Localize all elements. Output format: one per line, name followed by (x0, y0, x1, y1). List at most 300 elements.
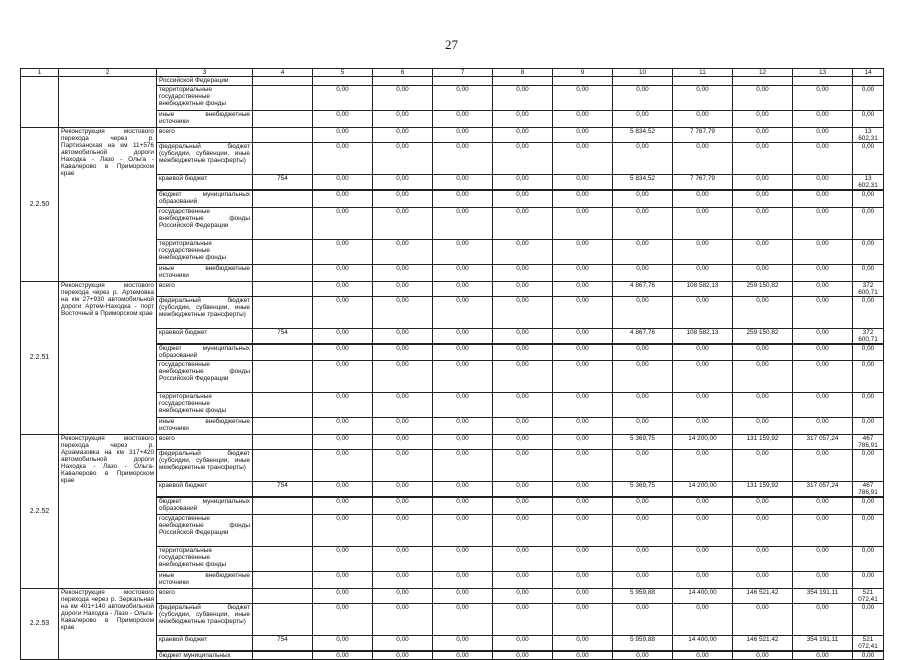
value-cell: 7 767,79 (673, 128, 733, 143)
code-cell (253, 143, 313, 175)
source-cell: всего (157, 281, 253, 296)
value-cell: 0,00 (793, 450, 853, 482)
value-cell: 0,00 (673, 361, 733, 393)
value-cell: 131 159,92 (733, 435, 793, 450)
value-cell: 4 867,76 (613, 328, 673, 344)
value-cell: 0,00 (733, 86, 793, 111)
value-cell: 0,00 (853, 418, 884, 435)
header-cell-5: 5 (313, 69, 373, 77)
value-cell: 0,00 (433, 207, 493, 239)
source-cell: всего (157, 588, 253, 603)
value-cell (433, 77, 493, 86)
value-cell: 0,00 (433, 588, 493, 603)
value-cell: 0,00 (373, 514, 433, 546)
header-cell-4: 4 (253, 69, 313, 77)
value-cell: 0,00 (373, 546, 433, 571)
value-cell: 0,00 (793, 393, 853, 418)
value-cell: 0,00 (733, 128, 793, 143)
value-cell: 14 400,00 (673, 588, 733, 603)
value-cell: 0,00 (733, 190, 793, 207)
value-cell: 0,00 (373, 264, 433, 281)
code-cell (253, 296, 313, 328)
value-cell: 0,00 (373, 296, 433, 328)
value-cell: 0,00 (793, 111, 853, 128)
value-cell: 0,00 (853, 111, 884, 128)
value-cell: 0,00 (373, 651, 433, 660)
source-cell: Российской Федерации (157, 77, 253, 86)
value-cell: 0,00 (793, 128, 853, 143)
value-cell: 0,00 (553, 514, 613, 546)
value-cell: 14 200,00 (673, 435, 733, 450)
value-cell: 0,00 (433, 393, 493, 418)
value-cell: 0,00 (493, 546, 553, 571)
value-cell: 0,00 (613, 86, 673, 111)
value-cell: 5 369,75 (613, 435, 673, 450)
value-cell: 0,00 (853, 393, 884, 418)
value-cell: 0,00 (493, 497, 553, 514)
value-cell: 0,00 (793, 207, 853, 239)
value-cell (373, 77, 433, 86)
value-cell: 0,00 (673, 264, 733, 281)
source-cell: бюджет муниципальных образований (157, 344, 253, 361)
value-cell: 0,00 (733, 418, 793, 435)
value-cell: 0,00 (493, 86, 553, 111)
value-cell: 0,00 (793, 546, 853, 571)
value-cell: 354 191,11 (793, 635, 853, 651)
value-cell: 0,00 (673, 207, 733, 239)
value-cell: 0,00 (553, 546, 613, 571)
value-cell: 0,00 (733, 175, 793, 191)
value-cell: 0,00 (373, 207, 433, 239)
value-cell: 0,00 (373, 239, 433, 264)
source-cell: федеральный бюджет (субсидии, субвенции, иные межбюджетные трансферты) (157, 603, 253, 635)
value-cell: 0,00 (733, 239, 793, 264)
value-cell: 0,00 (493, 296, 553, 328)
code-cell (253, 86, 313, 111)
code-cell (253, 603, 313, 635)
source-cell: государственные внебюджетные фонды Российской Федерации (157, 207, 253, 239)
value-cell (853, 77, 884, 86)
value-cell: 0,00 (373, 328, 433, 344)
value-cell: 0,00 (433, 571, 493, 588)
header-cell-1: 1 (21, 69, 59, 77)
source-cell: краевой бюджет (157, 328, 253, 344)
value-cell: 146 521,42 (733, 588, 793, 603)
value-cell: 0,00 (613, 239, 673, 264)
value-cell: 0,00 (493, 207, 553, 239)
value-cell: 0,00 (493, 328, 553, 344)
value-cell: 0,00 (493, 450, 553, 482)
value-cell: 0,00 (553, 435, 613, 450)
value-cell: 0,00 (853, 514, 884, 546)
source-cell: краевой бюджет (157, 175, 253, 191)
value-cell: 0,00 (373, 361, 433, 393)
value-cell: 0,00 (313, 450, 373, 482)
value-cell: 0,00 (733, 651, 793, 660)
project-id-cell: 2.2.50 (21, 128, 59, 282)
value-cell: 0,00 (493, 435, 553, 450)
value-cell: 5 834,52 (613, 175, 673, 191)
value-cell: 0,00 (793, 514, 853, 546)
value-cell: 0,00 (733, 393, 793, 418)
value-cell: 0,00 (853, 603, 884, 635)
value-cell: 14 400,00 (673, 635, 733, 651)
value-cell: 0,00 (433, 418, 493, 435)
value-cell: 0,00 (853, 361, 884, 393)
value-cell: 317 057,24 (793, 435, 853, 450)
value-cell: 0,00 (673, 143, 733, 175)
value-cell: 0,00 (673, 296, 733, 328)
value-cell: 0,00 (793, 281, 853, 296)
value-cell: 0,00 (433, 635, 493, 651)
value-cell: 0,00 (493, 344, 553, 361)
value-cell: 0,00 (853, 651, 884, 660)
code-cell: 754 (253, 635, 313, 651)
value-cell: 0,00 (673, 393, 733, 418)
value-cell: 467 786,91 (853, 435, 884, 450)
value-cell: 0,00 (433, 239, 493, 264)
value-cell: 0,00 (673, 450, 733, 482)
code-cell (253, 264, 313, 281)
header-cell-9: 9 (553, 69, 613, 77)
value-cell: 0,00 (493, 603, 553, 635)
value-cell: 0,00 (613, 546, 673, 571)
value-cell: 521 072,41 (853, 588, 884, 603)
value-cell: 259 150,82 (733, 281, 793, 296)
value-cell: 0,00 (793, 418, 853, 435)
header-row (21, 69, 884, 77)
value-cell: 0,00 (553, 239, 613, 264)
value-cell: 0,00 (493, 418, 553, 435)
value-cell: 108 582,13 (673, 281, 733, 296)
value-cell: 0,00 (853, 546, 884, 571)
value-cell: 0,00 (553, 111, 613, 128)
source-cell: всего (157, 128, 253, 143)
value-cell: 0,00 (733, 571, 793, 588)
value-cell: 0,00 (853, 264, 884, 281)
value-cell: 0,00 (373, 344, 433, 361)
value-cell: 0,00 (373, 128, 433, 143)
value-cell: 0,00 (853, 207, 884, 239)
value-cell: 0,00 (433, 435, 493, 450)
value-cell: 0,00 (433, 190, 493, 207)
value-cell: 0,00 (493, 281, 553, 296)
value-cell: 0,00 (733, 111, 793, 128)
value-cell: 0,00 (313, 497, 373, 514)
value-cell: 0,00 (553, 281, 613, 296)
value-cell: 13 602,31 (853, 128, 884, 143)
value-cell: 0,00 (733, 344, 793, 361)
value-cell: 0,00 (493, 175, 553, 191)
value-cell: 354 191,11 (793, 588, 853, 603)
value-cell: 0,00 (793, 497, 853, 514)
source-cell: федеральный бюджет (субсидии, субвенции, иные межбюджетные трансферты) (157, 450, 253, 482)
value-cell: 0,00 (853, 143, 884, 175)
value-cell: 0,00 (373, 175, 433, 191)
value-cell: 0,00 (553, 344, 613, 361)
value-cell: 0,00 (313, 482, 373, 498)
value-cell: 0,00 (373, 635, 433, 651)
value-cell: 0,00 (613, 651, 673, 660)
code-cell (253, 207, 313, 239)
source-cell: бюджет муниципальных образований (157, 190, 253, 207)
value-cell: 0,00 (313, 239, 373, 264)
value-cell: 0,00 (373, 435, 433, 450)
value-cell: 0,00 (373, 143, 433, 175)
project-description-cell: Реконструкция мостового перехода через р. Арзамазовка на км 317+420 автомобильной дороги Находка - Лазо - Ольга- Кавалерово в Приморском крае (59, 435, 157, 589)
value-cell: 0,00 (613, 393, 673, 418)
project-id-cell: 2.2.51 (21, 281, 59, 435)
value-cell: 0,00 (733, 207, 793, 239)
value-cell (613, 77, 673, 86)
value-cell: 0,00 (493, 635, 553, 651)
value-cell: 0,00 (313, 143, 373, 175)
value-cell: 0,00 (553, 207, 613, 239)
value-cell: 0,00 (373, 603, 433, 635)
code-cell: 754 (253, 175, 313, 191)
value-cell: 0,00 (493, 190, 553, 207)
header-cell-14: 14 (853, 69, 884, 77)
value-cell: 0,00 (793, 361, 853, 393)
source-cell: государственные внебюджетные фонды Российской Федерации (157, 361, 253, 393)
value-cell: 0,00 (373, 190, 433, 207)
value-cell: 0,00 (493, 651, 553, 660)
value-cell: 0,00 (553, 86, 613, 111)
value-cell: 0,00 (493, 571, 553, 588)
code-cell (253, 393, 313, 418)
code-cell (253, 497, 313, 514)
value-cell: 0,00 (433, 296, 493, 328)
source-cell: федеральный бюджет (субсидии, субвенции, иные межбюджетные трансферты) (157, 143, 253, 175)
value-cell: 0,00 (433, 514, 493, 546)
value-cell: 0,00 (793, 344, 853, 361)
project-id-cell: 2.2.53 (21, 588, 59, 660)
value-cell: 0,00 (613, 207, 673, 239)
value-cell: 0,00 (493, 239, 553, 264)
value-cell: 0,00 (433, 603, 493, 635)
value-cell: 0,00 (553, 588, 613, 603)
value-cell: 0,00 (613, 450, 673, 482)
value-cell (733, 77, 793, 86)
carry-desc-cell (59, 77, 157, 128)
header-cell-12: 12 (733, 69, 793, 77)
value-cell: 0,00 (313, 393, 373, 418)
value-cell: 0,00 (553, 361, 613, 393)
value-cell: 0,00 (733, 143, 793, 175)
header-cell-6: 6 (373, 69, 433, 77)
value-cell: 0,00 (493, 111, 553, 128)
value-cell (553, 77, 613, 86)
page-number: 27 (445, 37, 458, 52)
value-cell: 0,00 (313, 111, 373, 128)
value-cell: 0,00 (613, 143, 673, 175)
value-cell: 0,00 (553, 497, 613, 514)
value-cell: 0,00 (433, 344, 493, 361)
value-cell: 0,00 (793, 86, 853, 111)
value-cell: 0,00 (313, 651, 373, 660)
source-cell: иные внебюджетные источники (157, 264, 253, 281)
code-cell (253, 239, 313, 264)
value-cell: 317 057,24 (793, 482, 853, 498)
value-cell: 0,00 (373, 418, 433, 435)
value-cell (313, 77, 373, 86)
value-cell: 0,00 (613, 571, 673, 588)
value-cell: 7 767,79 (673, 175, 733, 191)
header-cell-8: 8 (493, 69, 553, 77)
value-cell: 0,00 (433, 86, 493, 111)
value-cell: 0,00 (793, 175, 853, 191)
value-cell: 0,00 (613, 344, 673, 361)
source-cell: бюджет муниципальных образований (157, 497, 253, 514)
value-cell: 0,00 (793, 239, 853, 264)
value-cell: 0,00 (673, 651, 733, 660)
source-cell: федеральный бюджет (субсидии, субвенции, иные межбюджетные трансферты) (157, 296, 253, 328)
value-cell: 0,00 (313, 571, 373, 588)
code-cell (253, 344, 313, 361)
code-cell (253, 111, 313, 128)
value-cell: 0,00 (433, 281, 493, 296)
value-cell: 0,00 (793, 571, 853, 588)
value-cell: 108 582,13 (673, 328, 733, 344)
value-cell: 0,00 (853, 296, 884, 328)
value-cell: 146 521,42 (733, 635, 793, 651)
value-cell: 0,00 (553, 418, 613, 435)
value-cell: 0,00 (553, 571, 613, 588)
code-cell (253, 514, 313, 546)
code-cell (253, 435, 313, 450)
value-cell: 0,00 (673, 111, 733, 128)
code-cell (253, 571, 313, 588)
code-cell (253, 361, 313, 393)
code-cell (253, 77, 313, 86)
value-cell: 5 369,75 (613, 482, 673, 498)
code-cell (253, 546, 313, 571)
value-cell: 0,00 (373, 482, 433, 498)
value-cell: 5 834,52 (613, 128, 673, 143)
code-cell (253, 418, 313, 435)
header-cell-2: 2 (59, 69, 157, 77)
value-cell: 0,00 (433, 328, 493, 344)
value-cell: 0,00 (313, 514, 373, 546)
value-cell: 0,00 (553, 651, 613, 660)
header-cell-7: 7 (433, 69, 493, 77)
value-cell: 13 602,31 (853, 175, 884, 191)
value-cell: 0,00 (733, 450, 793, 482)
value-cell: 0,00 (493, 264, 553, 281)
value-cell: 0,00 (673, 514, 733, 546)
table-row (21, 435, 884, 450)
source-cell: иные внебюджетные источники (157, 111, 253, 128)
source-cell: бюджет муниципальных (157, 651, 253, 660)
value-cell: 0,00 (673, 603, 733, 635)
value-cell: 0,00 (853, 239, 884, 264)
value-cell: 0,00 (733, 546, 793, 571)
value-cell: 0,00 (313, 546, 373, 571)
header-cell-3: 3 (157, 69, 253, 77)
source-cell: всего (157, 435, 253, 450)
value-cell: 0,00 (433, 264, 493, 281)
value-cell: 0,00 (373, 86, 433, 111)
value-cell: 0,00 (793, 328, 853, 344)
value-cell: 0,00 (313, 281, 373, 296)
value-cell: 0,00 (553, 128, 613, 143)
value-cell: 4 867,76 (613, 281, 673, 296)
value-cell: 14 200,00 (673, 482, 733, 498)
value-cell: 0,00 (613, 111, 673, 128)
value-cell: 0,00 (673, 571, 733, 588)
value-cell: 0,00 (733, 296, 793, 328)
value-cell: 0,00 (553, 264, 613, 281)
table-row (21, 281, 884, 296)
value-cell: 0,00 (313, 190, 373, 207)
value-cell: 0,00 (313, 328, 373, 344)
source-cell: территориальные государственные внебюджетные фонды (157, 239, 253, 264)
value-cell: 0,00 (433, 175, 493, 191)
value-cell: 521 072,41 (853, 635, 884, 651)
value-cell: 0,00 (553, 143, 613, 175)
value-cell: 0,00 (313, 264, 373, 281)
value-cell: 0,00 (673, 497, 733, 514)
value-cell: 0,00 (433, 651, 493, 660)
header-cell-11: 11 (673, 69, 733, 77)
value-cell: 0,00 (853, 86, 884, 111)
value-cell: 0,00 (553, 296, 613, 328)
project-id-cell: 2.2.52 (21, 435, 59, 589)
value-cell: 0,00 (793, 190, 853, 207)
value-cell: 131 159,92 (733, 482, 793, 498)
code-cell: 754 (253, 482, 313, 498)
value-cell: 5 959,88 (613, 588, 673, 603)
source-cell: краевой бюджет (157, 482, 253, 498)
value-cell (793, 77, 853, 86)
value-cell: 0,00 (793, 143, 853, 175)
value-cell: 259 150,82 (733, 328, 793, 344)
value-cell: 467 786,91 (853, 482, 884, 498)
value-cell: 0,00 (313, 207, 373, 239)
value-cell: 0,00 (733, 603, 793, 635)
value-cell: 0,00 (433, 361, 493, 393)
value-cell: 0,00 (613, 514, 673, 546)
value-cell: 0,00 (433, 546, 493, 571)
value-cell: 0,00 (493, 128, 553, 143)
project-description-cell: Реконструкция мостового перехода через р. Артемовка на км 27+930 автомобильной дороги Артем-Находка - порт Восточный в Приморском крае (59, 281, 157, 435)
value-cell: 0,00 (613, 296, 673, 328)
value-cell: 0,00 (553, 393, 613, 418)
carry-row (21, 77, 884, 86)
value-cell: 0,00 (313, 86, 373, 111)
budget-table (20, 68, 884, 660)
header-cell-10: 10 (613, 69, 673, 77)
code-cell (253, 588, 313, 603)
value-cell: 0,00 (373, 450, 433, 482)
value-cell: 0,00 (733, 264, 793, 281)
code-cell (253, 281, 313, 296)
code-cell (253, 128, 313, 143)
value-cell: 0,00 (373, 111, 433, 128)
table-row (21, 128, 884, 143)
value-cell: 0,00 (313, 603, 373, 635)
header-cell-13: 13 (793, 69, 853, 77)
value-cell: 0,00 (313, 128, 373, 143)
value-cell: 0,00 (493, 361, 553, 393)
source-cell: иные внебюджетные источники (157, 571, 253, 588)
value-cell: 0,00 (493, 514, 553, 546)
value-cell: 0,00 (853, 497, 884, 514)
value-cell: 0,00 (793, 603, 853, 635)
value-cell: 0,00 (313, 435, 373, 450)
value-cell: 0,00 (853, 450, 884, 482)
value-cell: 0,00 (853, 190, 884, 207)
